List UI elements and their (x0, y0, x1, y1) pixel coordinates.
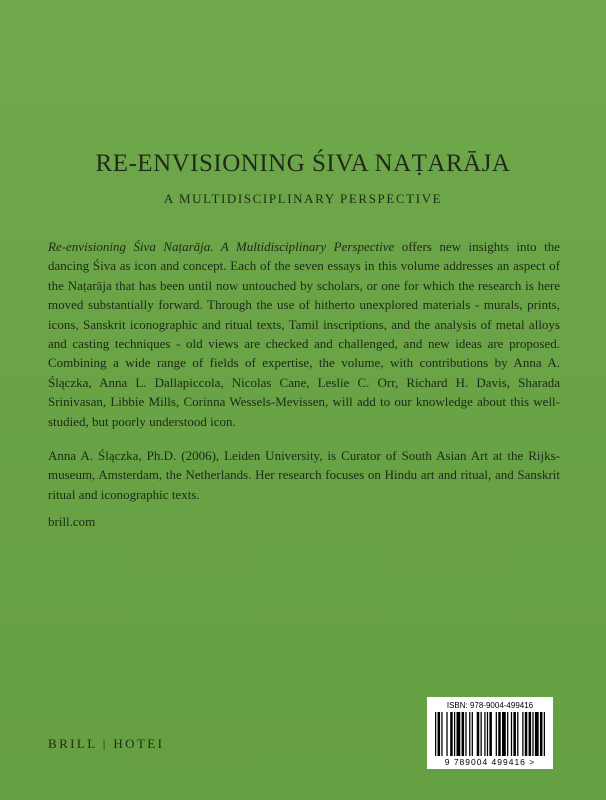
blurb-text: offers new insights into the dancing Śiva as icon and concept. Each of the seven essays in this volume addresses an aspect of the Naṭarāja that has been until now untouched by scholars, or one for which the research is here moved substantially forward. Through the use of hitherto unexplored materials - murals, prints, icons, Sanskrit iconographic and ritual texts, Tamil inscriptions, and the analysis of metal alloys and casting techniques - old views are checked and challenged, and new ideas are proposed. Combining a wide range of fields of expertise, the volume, with contributions by Anna A. Ślączka, Anna L. Dallapiccola, Nicolas Cane, Leslie C. Orr, Richard H. Davis, Sharada Srinivasan, Libbie Mills, Corinna Wessels-Mevissen, will add to our knowledge about this well-studied, but poorly understood icon. (48, 239, 560, 429)
isbn-barcode (427, 697, 553, 769)
book-title: RE-ENVISIONING ŚIVA NAṬARĀJA (95, 150, 511, 177)
isbn-label: ISBN: 978-9004-499416 (446, 701, 534, 710)
barcode-bars (435, 712, 545, 756)
publisher-imprint: BRILL | HOTEI (48, 736, 165, 751)
book-subtitle: A MULTIDISCIPLINARY PERSPECTIVE (163, 191, 443, 206)
blurb-book-title: Re-envisioning Śiva Naṭarāja. A Multidisciplinary Perspective (48, 239, 395, 254)
publisher-website: brill.com (48, 514, 96, 529)
barcode-digits: 9 789004 499416 > (444, 757, 536, 767)
author-bio: Anna A. Ślączka, Ph.D. (2006), Leiden University, is Curator of South Asian Art at the Rijks-museum, Amsterdam, the Netherlands. Her research focuses on Hindu art and ritual, and Sanskrit ritual and iconographic texts. (48, 448, 560, 502)
blurb-paragraph (48, 237, 560, 431)
